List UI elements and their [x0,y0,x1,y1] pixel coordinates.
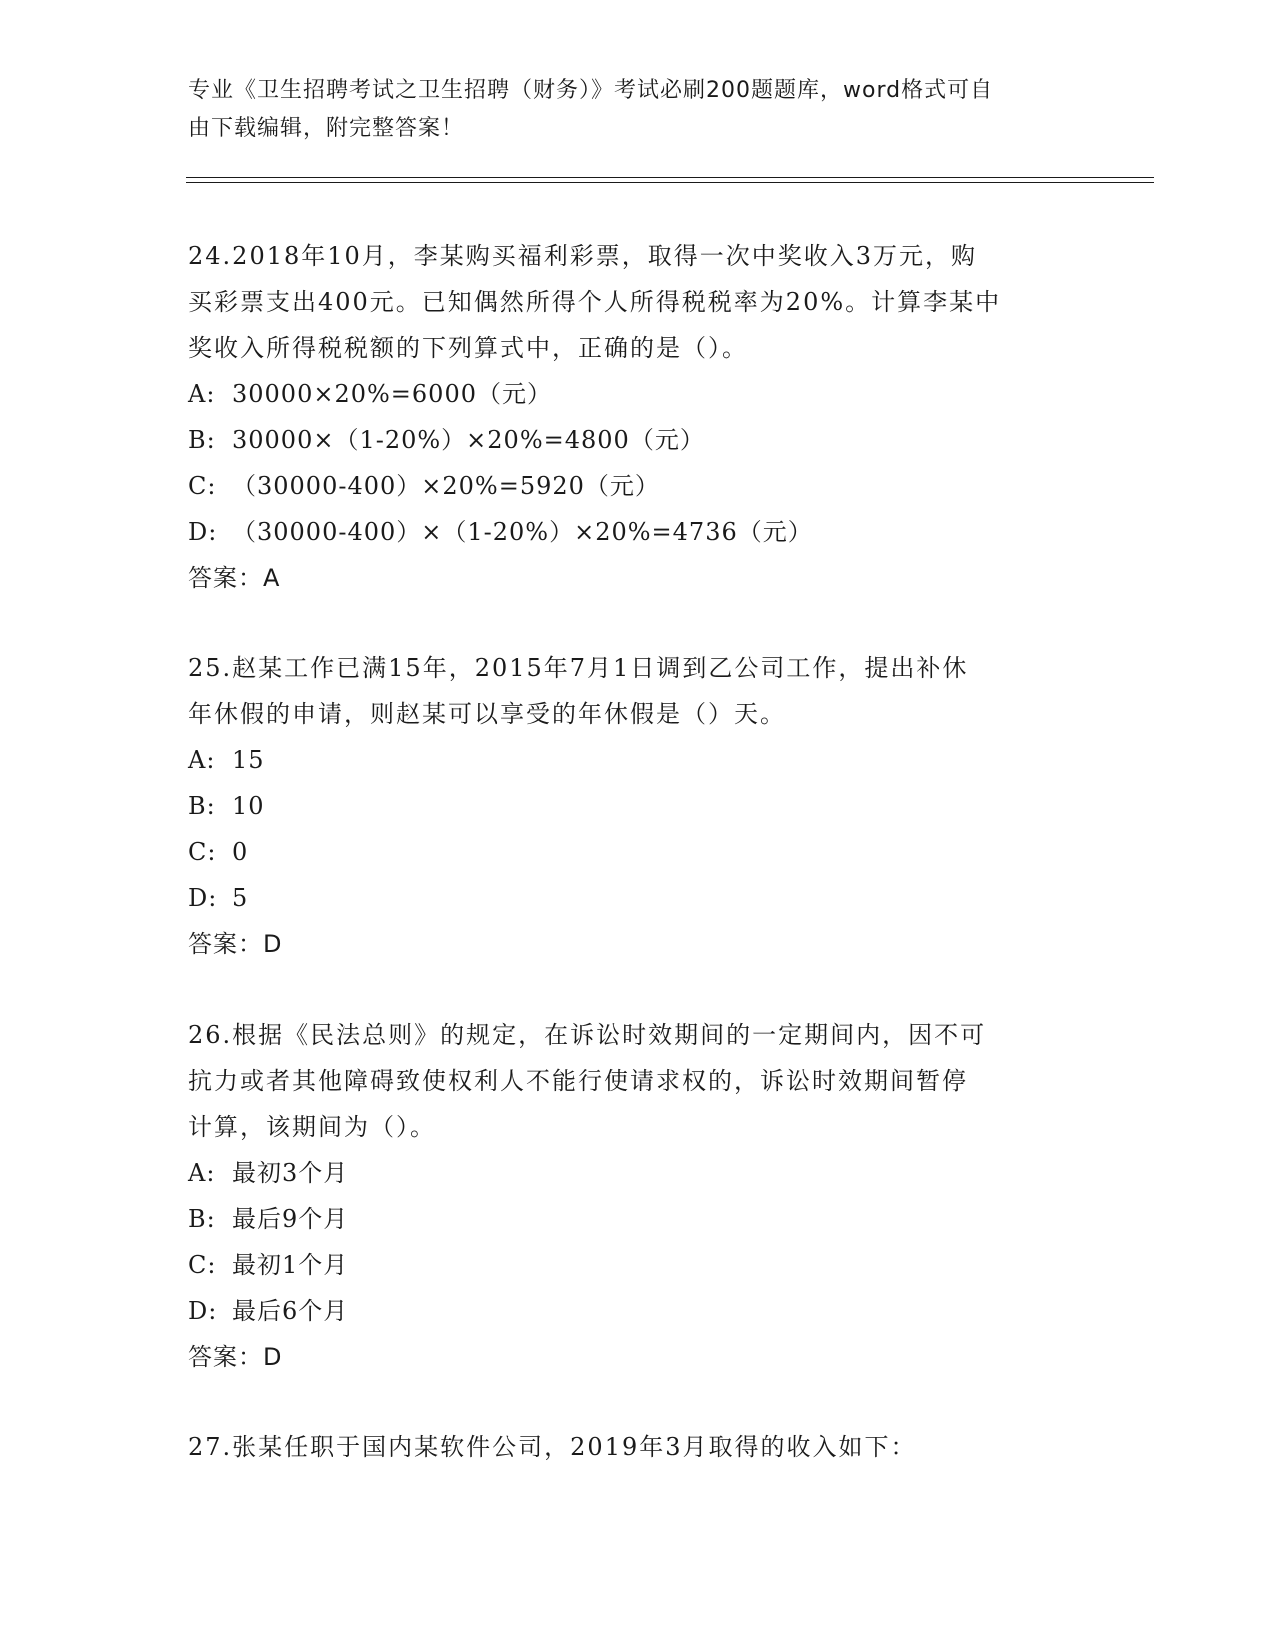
option-a [188,1150,1088,1196]
question-24 [188,233,1088,601]
header-divider-top [186,177,1154,178]
option-key: A: [188,746,216,774]
option-text: （30000-400）×20%=5920（元） [232,472,660,500]
option-c [188,1242,1088,1288]
option-key: C: [188,1251,217,1279]
stem-line: 27.张某任职于国内某软件公司，2019年3月取得的收入如下： [188,1433,917,1461]
stem-line: 买彩票支出400元。已知偶然所得个人所得税税率为20%。计算李某中 [188,288,1002,316]
stem-line: 抗力或者其他障碍致使权利人不能行使请求权的，诉讼时效期间暂停 [188,1067,968,1095]
option-c [188,463,1088,509]
stem-line: 25.赵某工作已满15年，2015年7月1日调到乙公司工作，提出补休 [188,654,969,682]
option-c [188,829,1088,875]
question-26 [188,1012,1088,1380]
option-text: 最初3个月 [232,1159,349,1187]
option-key: D: [188,884,218,912]
option-key: B: [188,426,216,454]
option-key: C: [188,472,217,500]
question-27 [188,1424,1088,1470]
option-key: D: [188,518,218,546]
option-d [188,1288,1088,1334]
answer-line: 答案：D [188,930,283,958]
option-text: （30000-400）×（1-20%）×20%=4736（元） [232,518,813,546]
option-key: C: [188,838,217,866]
option-text: 0 [232,838,249,866]
stem-line: 奖收入所得税税额的下列算式中，正确的是（）。 [188,334,748,362]
option-a [188,737,1088,783]
option-text: 30000×（1-20%）×20%=4800（元） [232,426,705,454]
option-d [188,509,1088,555]
option-text: 最初1个月 [232,1251,349,1279]
option-key: A: [188,380,216,408]
header-line-1: 专业《卫生招聘考试之卫生招聘（财务）》考试必刷200题题库，word格式可自 [188,78,994,103]
option-text: 最后9个月 [232,1205,349,1233]
option-key: B: [188,792,216,820]
question-stem [188,233,1088,371]
option-key: A: [188,1159,216,1187]
option-d [188,875,1088,921]
option-key: B: [188,1205,216,1233]
answer-line: 答案：D [188,1343,283,1371]
question-stem [188,1424,1088,1470]
option-a [188,371,1088,417]
stem-line: 26.根据《民法总则》的规定，在诉讼时效期间的一定期间内，因不可 [188,1021,987,1049]
document-header [188,72,1068,148]
question-stem [188,645,1088,737]
header-divider-bottom [186,182,1154,183]
option-key: D: [188,1297,218,1325]
option-text: 30000×20%=6000（元） [232,380,552,408]
question-25 [188,645,1088,967]
option-text: 10 [232,792,265,820]
option-text: 15 [232,746,265,774]
option-text: 5 [232,884,249,912]
stem-line: 计算，该期间为（）。 [188,1113,436,1141]
option-b [188,783,1088,829]
option-b [188,417,1088,463]
stem-line: 24.2018年10月，李某购买福利彩票，取得一次中奖收入3万元，购 [188,242,978,270]
option-text: 最后6个月 [232,1297,349,1325]
option-b [188,1196,1088,1242]
header-line-2: 由下载编辑，附完整答案！ [188,116,465,141]
stem-line: 年休假的申请，则赵某可以享受的年休假是（）天。 [188,700,786,728]
question-stem [188,1012,1088,1150]
answer-line: 答案：A [188,564,281,592]
